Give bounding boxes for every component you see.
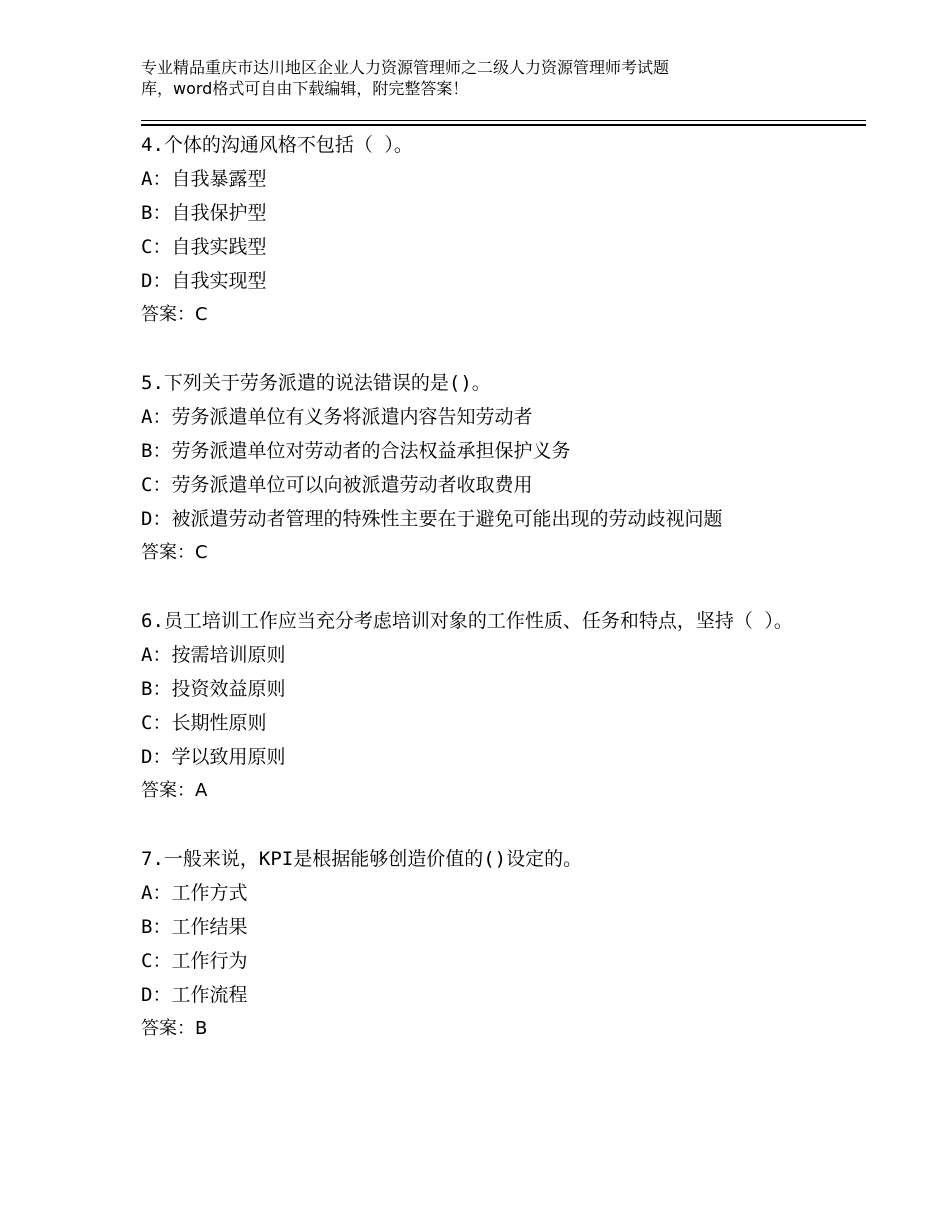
option-d: D：学以致用原则 [141, 746, 286, 768]
option-a: A：工作方式 [141, 882, 248, 904]
option-d: D：被派遣劳动者管理的特殊性主要在于避免可能出现的劳动歧视问题 [141, 508, 723, 530]
option-d: D：自我实现型 [141, 270, 267, 292]
answer: 答案：A [141, 780, 208, 801]
header-divider-thick [141, 124, 866, 126]
document-header [141, 57, 781, 99]
question-stem: 4.个体的沟通风格不包括（ ）。 [141, 134, 413, 156]
option-b: B：劳务派遣单位对劳动者的合法权益承担保护义务 [141, 440, 571, 462]
option-a: A：劳务派遣单位有义务将派遣内容告知劳动者 [141, 406, 533, 428]
answer: 答案：C [141, 304, 208, 325]
question-stem: 5.下列关于劳务派遣的说法错误的是()。 [141, 372, 491, 394]
option-b: B：工作结果 [141, 916, 248, 938]
answer: 答案：C [141, 542, 208, 563]
question-list [141, 128, 841, 1080]
option-b: B：自我保护型 [141, 202, 267, 224]
option-d: D：工作流程 [141, 984, 248, 1006]
header-line-2: 库，word格式可自由下载编辑，附完整答案！ [141, 79, 469, 98]
option-c: C：长期性原则 [141, 712, 267, 734]
answer: 答案：B [141, 1018, 208, 1039]
option-c: C：自我实践型 [141, 236, 267, 258]
option-b: B：投资效益原则 [141, 678, 286, 700]
option-c: C：工作行为 [141, 950, 248, 972]
header-line-1: 专业精品重庆市达川地区企业人力资源管理师之二级人力资源管理师考试题 [141, 58, 670, 77]
question-item [141, 604, 841, 808]
question-item [141, 366, 841, 570]
option-a: A：自我暴露型 [141, 168, 267, 190]
header-divider-thin [141, 120, 866, 121]
question-stem: 7.一般来说，KPI是根据能够创造价值的()设定的。 [141, 848, 583, 870]
option-a: A：按需培训原则 [141, 644, 286, 666]
question-item [141, 842, 841, 1046]
option-c: C：劳务派遣单位可以向被派遣劳动者收取费用 [141, 474, 533, 496]
question-item [141, 128, 841, 332]
question-stem: 6.员工培训工作应当充分考虑培训对象的工作性质、任务和特点，坚持（ ）。 [141, 610, 793, 632]
